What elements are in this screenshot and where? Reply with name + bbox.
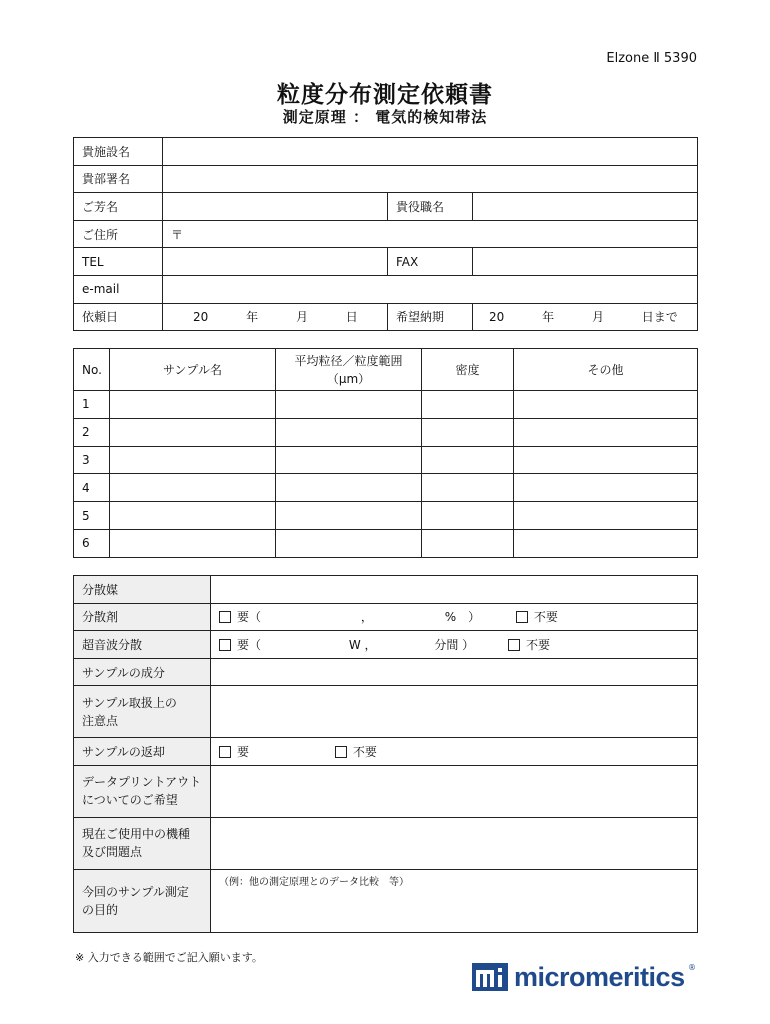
particle-size-cell[interactable]	[276, 446, 422, 474]
handling-label-line2: 注意点	[82, 713, 119, 728]
logo-text: micromeritics	[514, 962, 685, 992]
other-cell[interactable]	[514, 418, 698, 446]
fax-field[interactable]	[473, 248, 698, 276]
client-info-table	[73, 137, 698, 331]
ultrasonic-minutes: 分間 ）	[434, 637, 475, 652]
other-cell[interactable]	[514, 529, 698, 557]
handling-label	[74, 686, 211, 738]
ultrasonic-field	[211, 631, 698, 659]
particle-size-cell[interactable]	[276, 474, 422, 502]
density-cell[interactable]	[422, 418, 514, 446]
header-particle-size-line1: 平均粒径／粒度範囲	[294, 353, 403, 368]
due-year-label: 年	[542, 310, 555, 325]
particle-size-cell[interactable]	[276, 529, 422, 557]
return-not-required-checkbox[interactable]	[335, 746, 347, 758]
name-label: ご芳名	[74, 193, 163, 221]
request-date-field[interactable]	[163, 303, 388, 331]
purpose-label	[74, 869, 211, 932]
header-other: その他	[514, 349, 698, 391]
density-cell[interactable]	[422, 391, 514, 419]
header-sample-name: サンプル名	[110, 349, 276, 391]
other-cell[interactable]	[514, 474, 698, 502]
purpose-label-line2: の目的	[82, 902, 119, 917]
density-cell[interactable]	[422, 502, 514, 530]
address-label: ご住所	[74, 220, 163, 248]
model-name: Elzone Ⅱ 5390	[606, 51, 697, 66]
row-number: 4	[74, 474, 110, 502]
dispersant-required-checkbox[interactable]	[219, 611, 231, 623]
printout-field[interactable]	[211, 765, 698, 817]
ultrasonic-label: 超音波分散	[74, 631, 211, 659]
medium-label: 分散媒	[74, 576, 211, 604]
components-label: サンプルの成分	[74, 658, 211, 686]
sample-name-cell[interactable]	[110, 474, 276, 502]
header-particle-size	[276, 349, 422, 391]
position-label: 貴役職名	[388, 193, 473, 221]
logo-mark-icon	[472, 963, 508, 991]
sample-table	[73, 348, 698, 558]
printout-label-line2: についてのご希望	[82, 793, 178, 808]
dispersant-label: 分散剤	[74, 603, 211, 631]
ultrasonic-not-required-label: 不要	[526, 637, 551, 652]
postal-mark: 〒	[171, 227, 184, 242]
table-row	[74, 418, 698, 446]
sample-name-cell[interactable]	[110, 529, 276, 557]
sample-name-cell[interactable]	[110, 418, 276, 446]
table-row	[74, 474, 698, 502]
position-field[interactable]	[473, 193, 698, 221]
components-field[interactable]	[211, 658, 698, 686]
row-number: 2	[74, 418, 110, 446]
dispersant-comma: ，	[360, 610, 373, 625]
return-required-checkbox[interactable]	[219, 746, 231, 758]
density-cell[interactable]	[422, 529, 514, 557]
request-date-label: 依頼日	[74, 303, 163, 331]
sample-name-cell[interactable]	[110, 391, 276, 419]
email-field[interactable]	[163, 275, 698, 303]
return-not-required-label: 不要	[352, 745, 377, 760]
dispersant-required-label: 要（	[237, 610, 262, 625]
registered-mark: ®	[688, 963, 696, 972]
request-year-label: 年	[246, 310, 259, 325]
department-label: 貴部署名	[74, 165, 163, 193]
table-row	[74, 391, 698, 419]
purpose-example: （例：他の測定原理とのデータ比較 等）	[219, 876, 409, 888]
medium-field[interactable]	[211, 576, 698, 604]
ultrasonic-not-required-checkbox[interactable]	[508, 639, 520, 651]
dispersant-not-required-label: 不要	[533, 610, 558, 625]
current-model-label-line2: 及び問題点	[82, 845, 143, 860]
row-number: 5	[74, 502, 110, 530]
sample-name-cell[interactable]	[110, 502, 276, 530]
due-year-prefix: 20	[489, 310, 505, 325]
request-year-prefix: 20	[193, 310, 209, 325]
form-title: 粒度分布測定依頼書	[277, 82, 493, 108]
table-row	[74, 529, 698, 557]
row-number: 1	[74, 391, 110, 419]
facility-label: 貴施設名	[74, 138, 163, 166]
dispersant-not-required-checkbox[interactable]	[516, 611, 528, 623]
return-required-label: 要	[237, 745, 250, 760]
return-field	[211, 738, 698, 766]
table-row	[74, 446, 698, 474]
purpose-label-line1: 今回のサンプル測定	[82, 884, 189, 899]
form-subtitle: 測定原理 ： 電気的検知帯法	[282, 108, 488, 126]
handling-label-line1: サンプル取扱上の	[82, 695, 177, 710]
sample-name-cell[interactable]	[110, 446, 276, 474]
current-model-field[interactable]	[211, 817, 698, 869]
handling-field[interactable]	[211, 686, 698, 738]
dispersant-field	[211, 603, 698, 631]
name-field[interactable]	[163, 193, 388, 221]
current-model-label-line1: 現在ご使用中の機種	[82, 827, 191, 842]
footer-note: ※ 入力できる範囲でご記入願います。	[75, 951, 263, 964]
current-model-label	[74, 817, 211, 869]
table-row	[74, 502, 698, 530]
header-particle-size-unit: （μm）	[326, 371, 371, 386]
density-cell[interactable]	[422, 474, 514, 502]
email-label: e-mail	[74, 275, 163, 303]
due-month-label: 月	[591, 310, 604, 325]
purpose-field[interactable]	[211, 869, 698, 932]
printout-label-line1: データプリントアウト	[82, 775, 202, 790]
fax-label: FAX	[388, 248, 473, 276]
return-label: サンプルの返却	[74, 738, 211, 766]
other-cell[interactable]	[514, 446, 698, 474]
tel-label: TEL	[74, 248, 163, 276]
particle-size-cell[interactable]	[276, 502, 422, 530]
header-no: No.	[74, 349, 110, 391]
printout-label	[74, 765, 211, 817]
facility-field[interactable]	[163, 138, 698, 166]
ultrasonic-required-label: 要（	[237, 637, 262, 652]
conditions-table	[73, 575, 698, 933]
particle-size-cell[interactable]	[276, 391, 422, 419]
dispersant-percent: % ）	[444, 610, 481, 625]
ultrasonic-watt: W ，	[348, 637, 377, 652]
micromeritics-logo	[472, 961, 698, 993]
header-density: 密度	[422, 349, 514, 391]
row-number: 6	[74, 529, 110, 557]
due-date-field[interactable]	[473, 303, 698, 331]
request-month-label: 月	[295, 310, 308, 325]
request-day-label: 日	[345, 310, 358, 325]
ultrasonic-required-checkbox[interactable]	[219, 639, 231, 651]
due-day-label: 日まで	[641, 310, 678, 325]
address-field[interactable]	[163, 220, 698, 248]
tel-field[interactable]	[163, 248, 388, 276]
department-field[interactable]	[163, 165, 698, 193]
other-cell[interactable]	[514, 502, 698, 530]
density-cell[interactable]	[422, 446, 514, 474]
particle-size-cell[interactable]	[276, 418, 422, 446]
row-number: 3	[74, 446, 110, 474]
due-date-label: 希望納期	[388, 303, 473, 331]
other-cell[interactable]	[514, 391, 698, 419]
